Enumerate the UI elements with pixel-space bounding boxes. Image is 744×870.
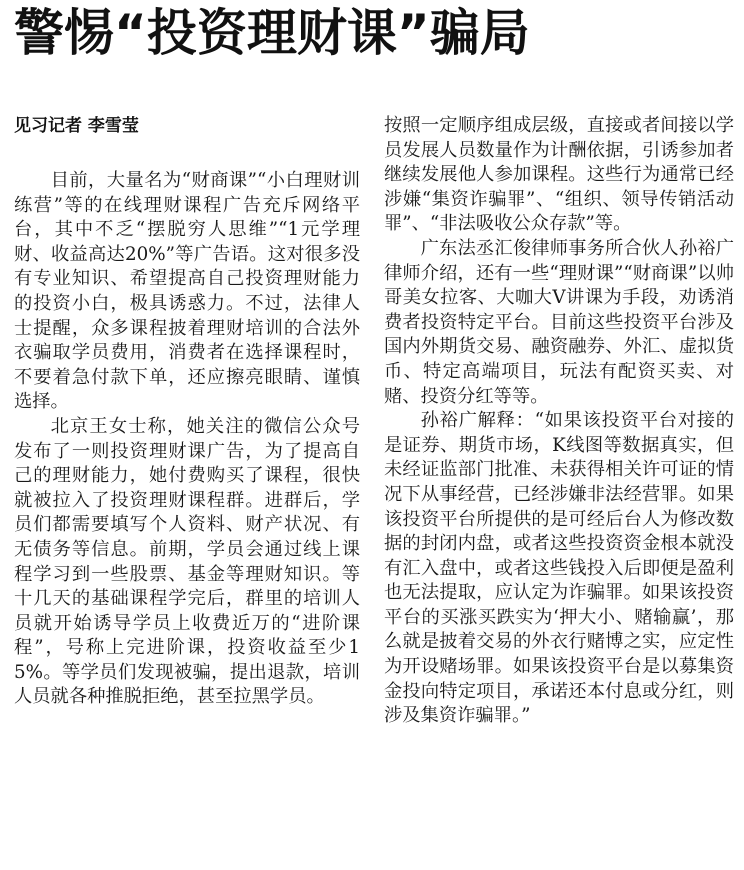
- paragraph: 广东法丞汇俊律师事务所合伙人孙裕广律师介绍，还有一些“理财课”“财商课”以帅哥美女拉客、大咖大V讲课为手段，劝诱消费者投资特定平台。目前这些投资平台涉及国内外期货交易、融资融券、外汇、虚拟货币、特定高端项目，玩法有配资买卖、对赌、投资分红等等。: [384, 237, 734, 407]
- byline: 见习记者 李雪莹: [14, 116, 139, 136]
- paragraph: 北京王女士称，她关注的微信公众号发布了一则投资理财课广告，为了提高自己的理财能力，她付费购买了课程，很快就被拉入了投资理财课程群。进群后，学员们都需要填写个人资料、财产状况、有无债务等信息。前期，学员会通过线上课程学习到一些股票、基金等理财知识。等十几天的基础课程学完后，群里的培训人员就开始诱导学员上收费近万的“进阶课程”，号称上完进阶课，投资收益至少15%。等学员们发现被骗，提出退款，培训人员就各种推脱拒绝，甚至拉黑学员。: [14, 415, 360, 708]
- left-column: [14, 114, 360, 710]
- article-title: 警惕“投资理财课”骗局: [14, 4, 530, 62]
- paragraph: 目前，大量名为“财商课”“小白理财训练营”等的在线理财课程广告充斥网络平台，其中不乏“摆脱穷人思维”“1元学理财、收益高达20%”等广告语。这对很多没有专业知识、希望提高自己投资理财能力的投资小白，极具诱惑力。不过，法律人士提醒，众多课程披着理财培训的合法外衣骗取学员费用，消费者在选择课程时，不要着急付款下单，还应擦亮眼睛、谨慎选择。: [14, 170, 360, 413]
- right-column: [384, 114, 734, 729]
- paragraph-continued: 按照一定顺序组成层级，直接或者间接以学员发展人员数量作为计酬依据，引诱参加者继续发展他人参加课程。这些行为通常已经涉嫌“集资诈骗罪”、“组织、领导传销活动罪”、“非法吸收公众存款”等。: [384, 115, 734, 235]
- paragraph: 孙裕广解释：“如果该投资平台对接的是证券、期货市场，K线图等数据真实，但未经证监部门批准、未获得相关许可证的情况下从事经营，已经涉嫌非法经营罪。如果该投资平台所提供的是可经后台人为修改数据的封闭内盘，或者这些投资资金根本就没有汇入盘中，或者这些钱投入后即便是盈利也无法提取，应认定为诈骗罪。如果该投资平台的买涨买跌实为‘押大小、赌输赢’，那么就是披着交易的外衣行赌博之实，应定性为开设赌场罪。如果该投资平台是以募集资金投向特定项目，承诺还本付息或分红，则涉及集资诈骗罪。”: [384, 410, 734, 727]
